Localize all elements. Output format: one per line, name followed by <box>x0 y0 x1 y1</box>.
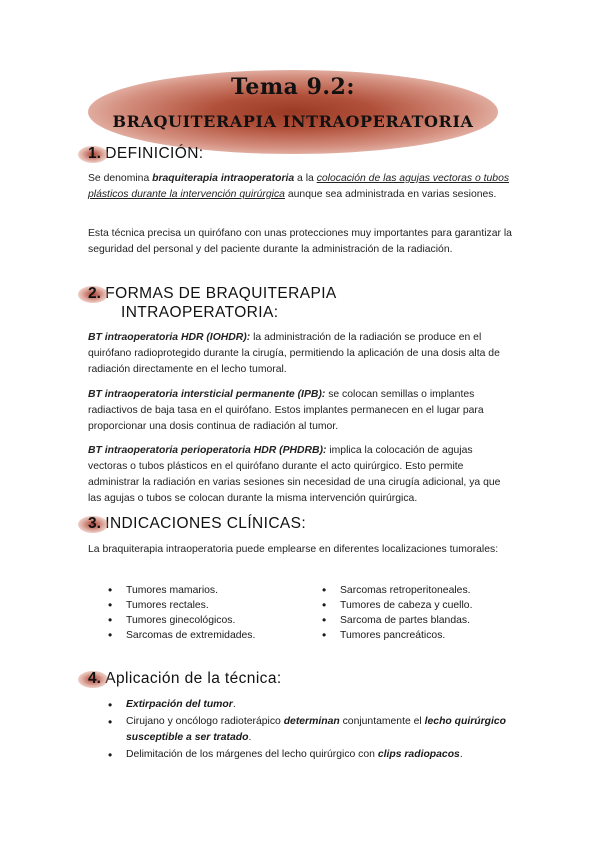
heading-label-line1: FORMAS DE BRAQUITERAPIA <box>105 285 337 302</box>
list-item: • Tumores de cabeza y cuello. <box>340 598 472 613</box>
heading-indicaciones <box>88 515 306 533</box>
indicaciones-column-left <box>106 583 255 643</box>
list-item: • Tumores ginecológicos. <box>126 613 255 628</box>
heading-formas <box>88 284 337 322</box>
list-item: • Sarcoma de partes blandas. <box>340 613 472 628</box>
list-item: • Tumores mamarios. <box>126 583 255 598</box>
heading-number: 1. <box>88 145 101 162</box>
definicion-paragraph-2: Esta técnica precisa un quirófano con unas protecciones muy importantes para garantizar la seguridad del personal y del paciente durante la administración de la radiación. <box>88 228 512 255</box>
heading-number: 4. <box>88 670 101 687</box>
forma-ipb: BT intraoperatoria intersticial permanente (IPB): se colocan semillas o implantes radiactivos de baja tasa en el quirófano. Estos implantes permanecen en el lugar para proporcionar una dosis continua de radiación al tumor. <box>88 389 484 432</box>
list-item: • Tumores pancreáticos. <box>340 628 472 643</box>
forma-phdrb: BT intraoperatoria perioperatoria HDR (PHDRB): implica la colocación de agujas vectoras o tubos plásticos en el quirófano durante el acto quirúrgico. Esto permite administrar la radiación en varias sesiones sin necesidad de una cirugía adicional, ya que las agujas o tubos se colocan durante la misma intervención quirúrgica. <box>88 445 501 504</box>
heading-label: INDICACIONES CLÍNICAS: <box>105 515 307 532</box>
heading-number: 3. <box>88 515 101 532</box>
indicaciones-column-right <box>320 583 472 643</box>
list-item: • Cirujano y oncólogo radioterápico determinan conjuntamente el lecho quirúrgico susceptible a ser tratado. <box>126 714 526 746</box>
list-item: • Sarcomas retroperitoneales. <box>340 583 472 598</box>
heading-definicion <box>88 145 204 163</box>
aplicacion-list <box>106 697 526 764</box>
heading-label: DEFINICIÓN: <box>105 145 204 162</box>
list-item: • Extirpación del tumor. <box>126 697 526 713</box>
page-subtitle: BRAQUITERAPIA INTRAOPERATORIA <box>112 112 474 131</box>
list-item: • Delimitación de los márgenes del lecho quirúrgico con clips radiopacos. <box>126 747 526 763</box>
heading-label-line2: INTRAOPERATORIA: <box>121 304 279 321</box>
list-item: • Tumores rectales. <box>126 598 255 613</box>
heading-label: Aplicación de la técnica: <box>105 670 282 687</box>
title-banner <box>88 70 498 154</box>
list-item: • Sarcomas de extremidades. <box>126 628 255 643</box>
heading-aplicacion <box>88 670 282 688</box>
indicaciones-intro: La braquiterapia intraoperatoria puede emplearse en diferentes localizaciones tumorales: <box>88 544 499 555</box>
forma-iohdr: BT intraoperatoria HDR (IOHDR): la administración de la radiación se produce en el quirófano radioprotegido durante la cirugía, permitiendo la aplicación de una dosis alta de radiación directamente en el lecho tumoral. <box>88 332 500 375</box>
page-title: Tema 9.2: <box>231 74 355 100</box>
heading-number: 2. <box>88 285 101 302</box>
definicion-paragraph-1: Se denomina braquiterapia intraoperatoria a la colocación de las agujas vectoras o tubos plásticos durante la intervención quirúrgica aunque sea administrada en varias sesiones. <box>88 173 510 200</box>
